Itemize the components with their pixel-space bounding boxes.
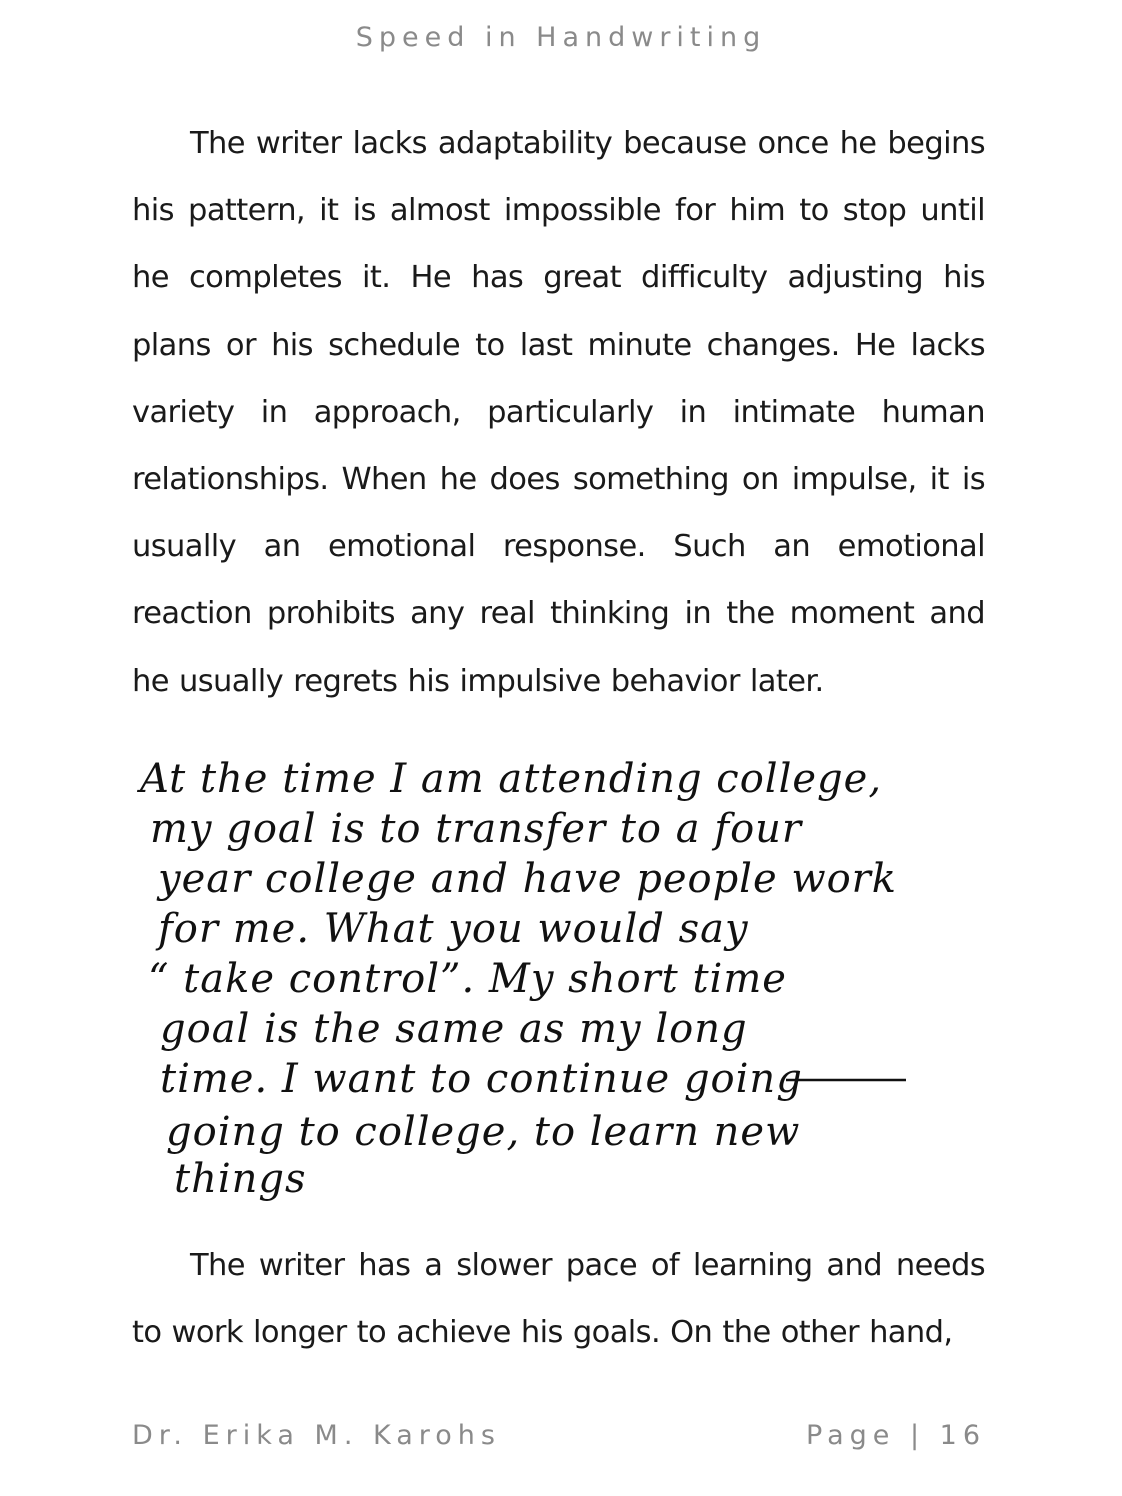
footer-author: Dr. Erika M. Karohs [132, 1420, 501, 1451]
handwriting-line: year college and have people work [158, 856, 898, 902]
body-paragraph-2 [132, 1232, 985, 1366]
handwriting-line: my goal is to transfer to a four [150, 806, 803, 852]
handwriting-line: “ take control”. My short time [148, 956, 787, 1002]
handwriting-sample [130, 740, 960, 1220]
body-paragraph-1 [132, 110, 985, 715]
handwriting-line: time. I want to continue going [160, 1056, 803, 1102]
running-header: Speed in Handwriting [355, 22, 767, 53]
handwriting-sample-image [130, 740, 960, 1220]
handwriting-line: things [174, 1156, 307, 1202]
handwriting-line: going to college, to learn new [166, 1109, 801, 1155]
handwriting-line: goal is the same as my long [160, 1006, 748, 1052]
handwriting-line: for me. What you would say [158, 906, 749, 952]
handwriting-line: At the time I am attending college, [140, 756, 883, 802]
paragraph-1-text: The writer lacks adaptability because once he begins his pattern, it is almost impossible for him to stop until he completes it. He has great difficulty adjusting his plans or his schedule to last minute changes. He lacks variety in approach, particularly in intimate human relationships. When he does something on impulse, it is usually an emotional response. Such an emotional reaction prohibits any real thinking in the moment and he usually regrets his impulsive behavior later. [132, 126, 985, 699]
footer-page-number: Page | 16 [806, 1420, 986, 1451]
paragraph-2-text: The writer has a slower pace of learning and needs to work longer to achieve his goals. On the other hand, [132, 1248, 985, 1351]
